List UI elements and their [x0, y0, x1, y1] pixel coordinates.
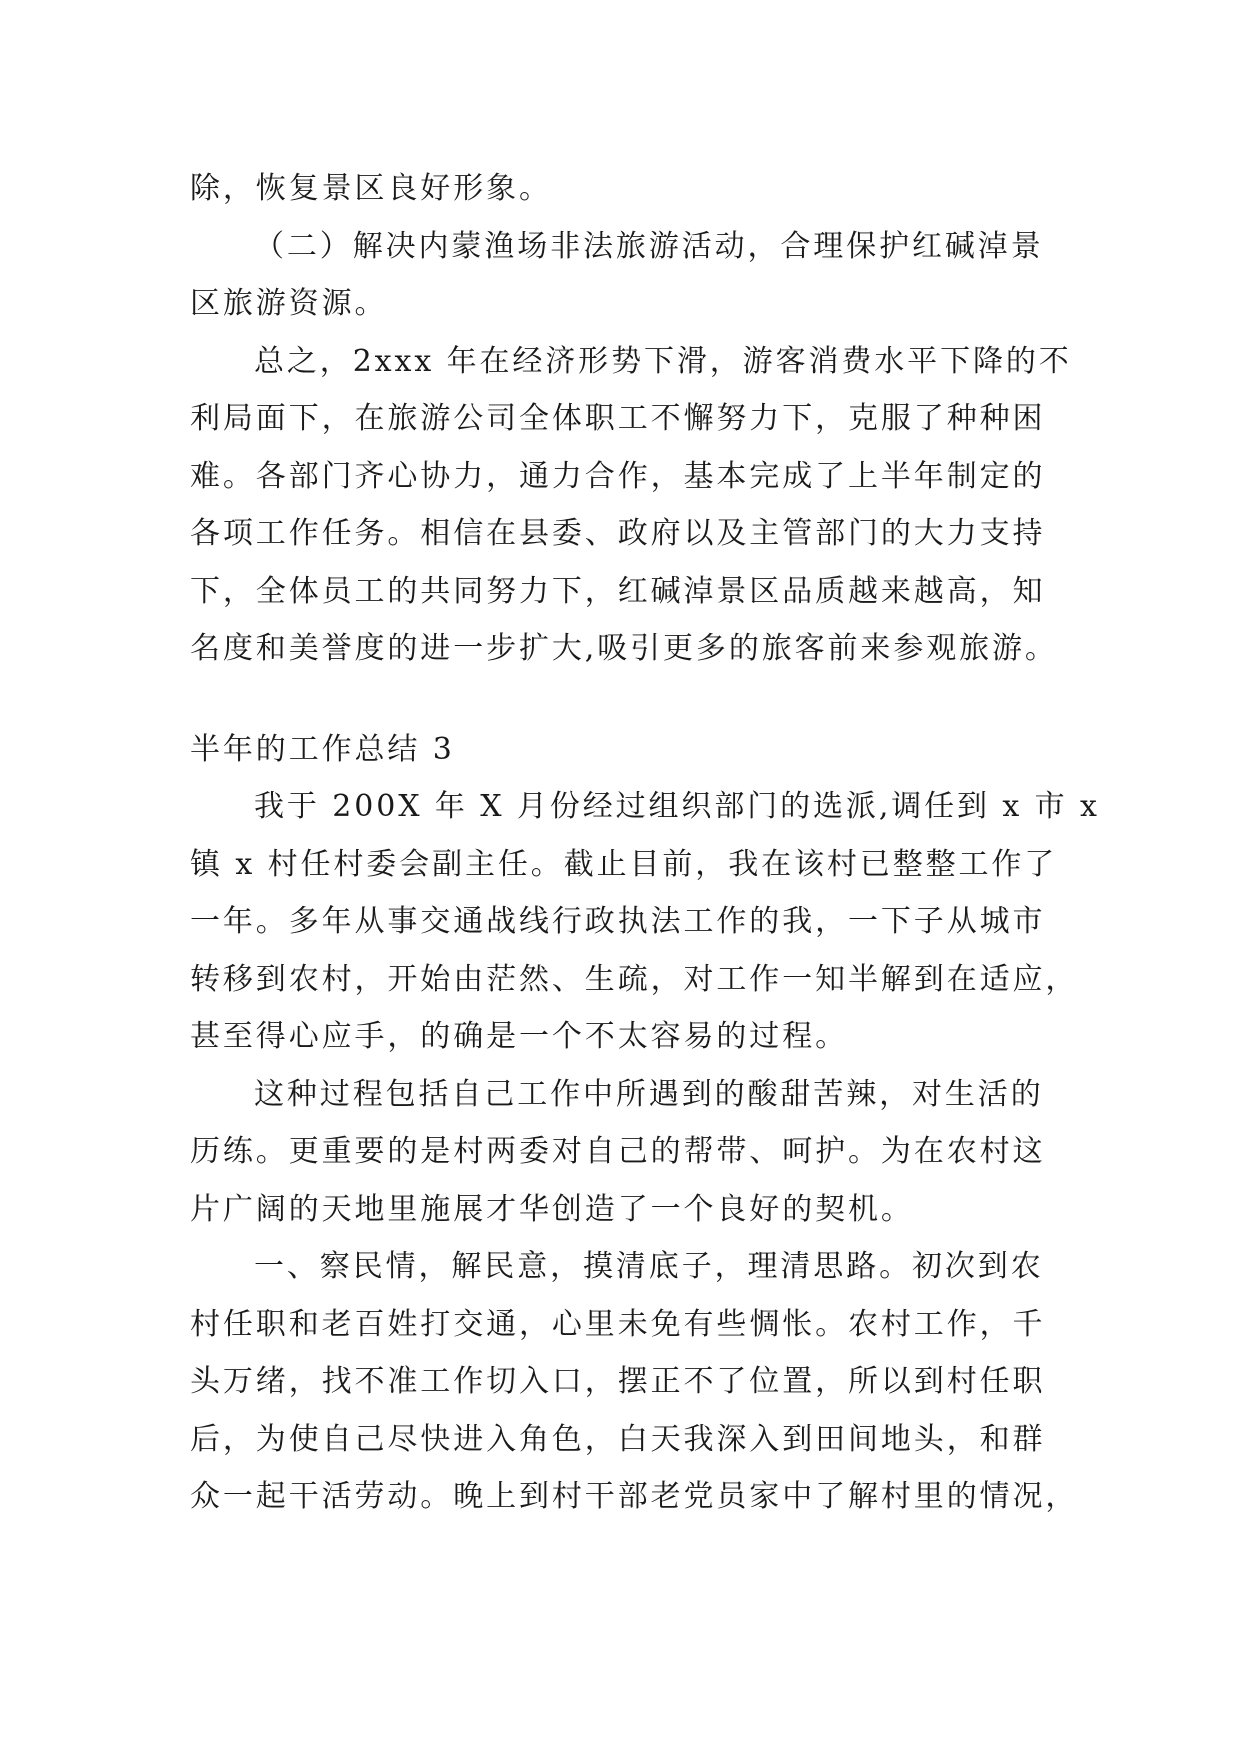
text-line: 一年。多年从事交通战线行政执法工作的我，一下子从城市 [190, 904, 1046, 939]
section-heading: 半年的工作总结 3 [190, 731, 455, 767]
text-line: 这种过程包括自己工作中所遇到的酸甜苦辣，对生活的 [254, 1076, 1044, 1112]
text-line: 我于 200X 年 X 月份经过组织部门的选派,调任到 x 市 x [254, 789, 1100, 824]
text-line: 一、察民情，解民意，摸清底子，理清思路。初次到农 [254, 1249, 1044, 1284]
text-line: 村任职和老百姓打交通，心里未免有些惆怅。农村工作，千 [190, 1306, 1046, 1342]
text-line: 区旅游资源。 [190, 286, 388, 321]
text-line: 利局面下，在旅游公司全体职工不懈努力下，克服了种种困 [190, 401, 1046, 436]
text-line: 转移到农村，开始由茫然、生疏，对工作一知半解到在适应， [190, 961, 1079, 997]
text-line: 总之，2xxx 年在经济形势下滑，游客消费水平下降的不 [254, 343, 1072, 379]
text-line: 名度和美誉度的进一步扩大,吸引更多的旅客前来参观旅游。 [190, 631, 1058, 666]
text-line: 众一起干活劳动。晚上到村干部老党员家中了解村里的情况， [190, 1479, 1079, 1514]
text-line: 镇 x 村任村委会副主任。截止目前，我在该村已整整工作了 [190, 846, 1058, 882]
text-line: 片广阔的天地里施展才华创造了一个良好的契机。 [190, 1191, 914, 1227]
text-line: 除，恢复景区良好形象。 [190, 171, 552, 206]
section-gap [190, 678, 1055, 721]
text-line: （二）解决内蒙渔场非法旅游活动，合理保护红碱淖景 [254, 228, 1044, 264]
text-line: 甚至得心应手，的确是一个不太容易的过程。 [190, 1019, 848, 1054]
text-line: 难。各部门齐心协力，通力合作，基本完成了上半年制定的 [190, 458, 1046, 494]
text-line: 头万绪，找不准工作切入口，摆正不了位置，所以到村任职 [190, 1364, 1046, 1399]
text-line: 下，全体员工的共同努力下，红碱淖景区品质越来越高，知 [190, 573, 1046, 609]
text-line: 后，为使自己尽快进入角色，白天我深入到田间地头，和群 [190, 1421, 1046, 1457]
document-body [190, 160, 1100, 1526]
text-line: 历练。更重要的是村两委对自己的帮带、呵护。为在农村这 [190, 1134, 1046, 1169]
text-line: 各项工作任务。相信在县委、政府以及主管部门的大力支持 [190, 516, 1046, 551]
